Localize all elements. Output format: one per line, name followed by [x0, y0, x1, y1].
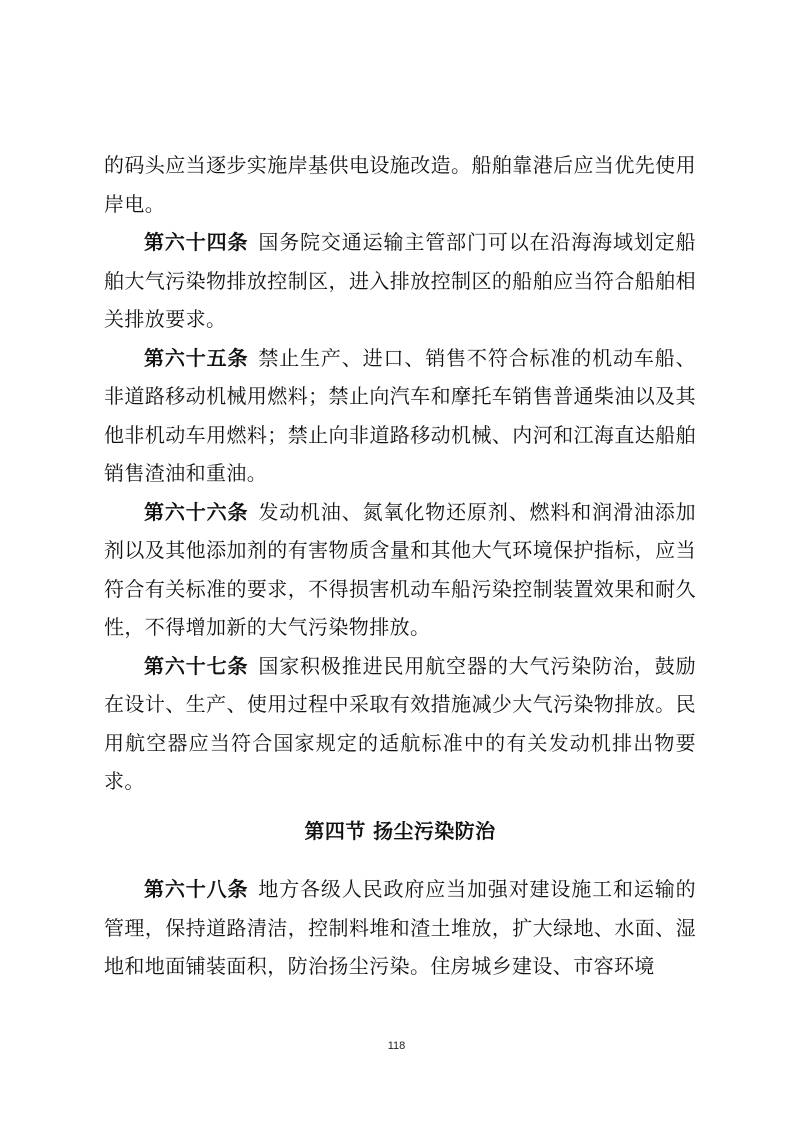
article-text: 国务院交通运输主管部门可以在沿海海域划定船舶大气污染物排放控制区，进入排放控制区的船舶应当符合船舶相关排放要求。	[104, 230, 697, 331]
article-number: 第六十七条	[144, 653, 249, 678]
document-body	[104, 146, 696, 986]
article-65	[104, 339, 696, 493]
article-67	[104, 647, 696, 801]
article-text: 禁止生产、进口、销售不符合标准的机动车船、非道路移动机械用燃料；禁止向汽车和摩托车销售普通柴油以及其他非机动车用燃料；禁止向非道路移动机械、内河和江海直达船舶销售渣油和重油。	[104, 345, 697, 485]
article-number: 第六十八条	[144, 877, 249, 901]
article-text: 国家积极推进民用航空器的大气污染防治，鼓励在设计、生产、使用过程中采取有效措施减少大气污染物排放。民用航空器应当符合国家规定的适航标准中的有关发动机排出物要求。	[104, 653, 697, 793]
article-number: 第六十六条	[144, 499, 249, 524]
section-title: 第四节 扬尘污染防治	[304, 818, 496, 843]
article-text: 发动机油、氮氧化物还原剂、燃料和润滑油添加剂以及其他添加剂的有害物质含量和其他大气环境保护指标，应当符合有关标准的要求，不得损害机动车船污染控制装置效果和耐久性，不得增加新的大气污染物排放。	[104, 499, 697, 639]
article-68	[104, 870, 696, 986]
article-64	[104, 223, 696, 339]
article-number: 第六十四条	[144, 230, 249, 254]
article-66	[104, 493, 696, 647]
article-text: 地方各级人民政府应当加强对建设施工和运输的管理，保持道路清洁，控制料堆和渣土堆放，扩大绿地、水面、湿地和地面铺装面积，防治扬尘污染。住房城乡建设、市容环境	[104, 877, 697, 978]
article-number: 第六十五条	[144, 345, 249, 370]
continuation-paragraph: 的码头应当逐步实施岸基供电设施改造。船舶靠港后应当优先使用岸电。	[104, 153, 696, 216]
page-number: 118	[387, 1040, 406, 1052]
